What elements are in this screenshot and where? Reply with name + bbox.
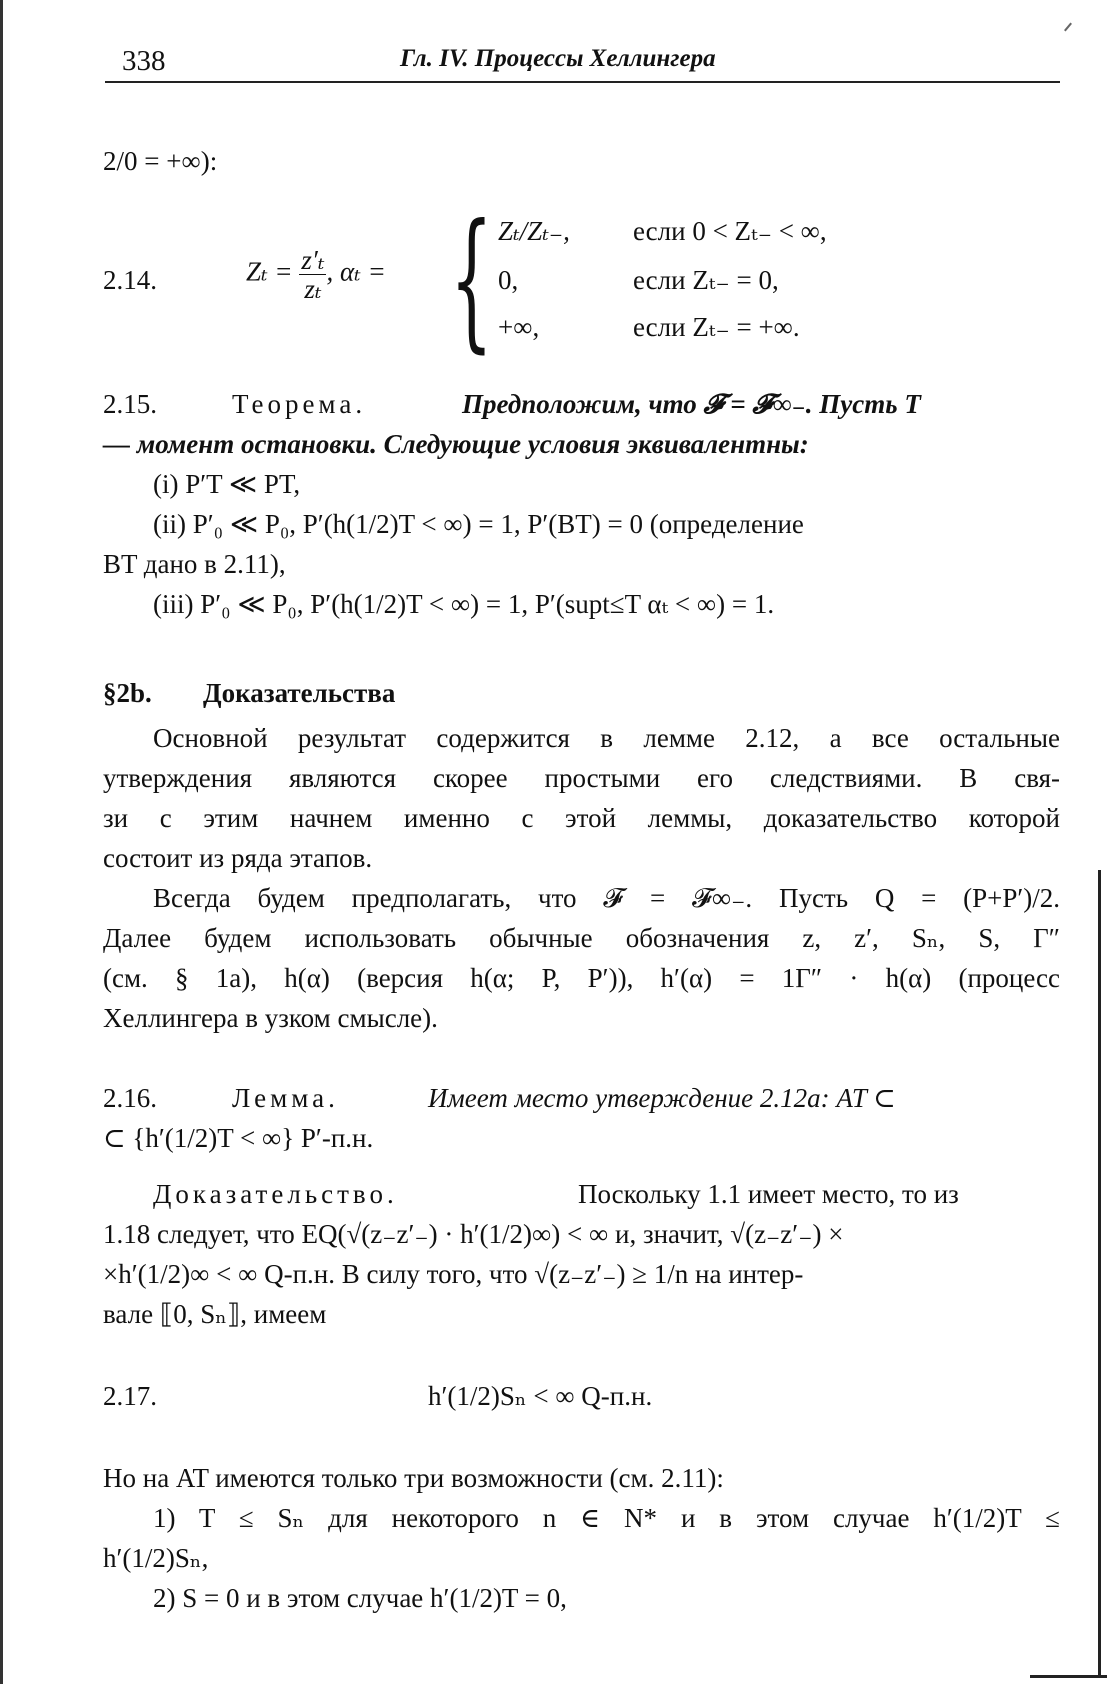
eq-2-14-frac-num: z′ₜ bbox=[301, 245, 325, 275]
proof-line-1: Поскольку 1.1 имеет место, то из bbox=[578, 1179, 959, 1209]
paragraph-2-line-4: Хеллингера в узком смысле). bbox=[103, 1003, 438, 1033]
proof-label: Доказательство. bbox=[153, 1179, 398, 1209]
eq-2-14-case2-value: 0, bbox=[498, 265, 519, 295]
section-number: §2b. bbox=[103, 678, 152, 708]
proof-line-3: ×h′(1/2)∞ < ∞ Q-п.н. В силу того, что √(z₋z′₋) ≥ 1/n на интер- bbox=[103, 1259, 804, 1289]
scan-right-edge bbox=[1098, 870, 1101, 1675]
paragraph-1-line-2: утверждения являются скорее простыми его следствиями. В свя- bbox=[103, 763, 1060, 793]
theorem-item-i: (i) P′T ≪ PT, bbox=[153, 469, 301, 499]
paragraph-1-line-4: состоит из ряда этапов. bbox=[103, 843, 373, 873]
lemma-line-2: ⊂ {h′(1/2)T < ∞} P′-п.н. bbox=[103, 1123, 374, 1153]
theorem-label: Теорема. bbox=[232, 389, 367, 419]
theorem-item-ii: (ii) P′₀ ≪ P₀, P′(h(1/2)T < ∞) = 1, P′(BT) = 0 (определение bbox=[153, 509, 804, 539]
lemma-line-1: Имеет место утверждение 2.12а: AT ⊂ bbox=[428, 1083, 896, 1113]
eq-2-14-number: 2.14. bbox=[103, 265, 157, 295]
theorem-line-2: — момент остановки. Следующие условия эквивалентны: bbox=[103, 429, 809, 459]
page-header bbox=[122, 45, 1060, 79]
proof-line-4: вале ⟦0, Sₙ⟧, имеем bbox=[103, 1299, 327, 1329]
tail-line-2: 1) T ≤ Sₙ для некоторого n ∈ N* и в этом случае h′(1/2)T ≤ bbox=[153, 1503, 1060, 1533]
theorem-item-iii: (iii) P′₀ ≪ P₀, P′(h(1/2)T < ∞) = 1, P′(supt≤T αₜ < ∞) = 1. bbox=[153, 589, 775, 619]
tail-line-3: h′(1/2)Sₙ, bbox=[103, 1543, 209, 1573]
eq-2-14-fraction bbox=[299, 246, 326, 303]
paragraph-1-line-1: Основной результат содержится в лемме 2.12, а все остальные bbox=[153, 723, 1060, 753]
eq-2-14-case1-value: Zₜ/Zₜ₋, bbox=[498, 216, 570, 246]
paragraph-2-line-3: (см. § 1a), h(α) (версия h(α; P, P′)), h′(α) = 1Γ″ · h(α) (процесс bbox=[103, 963, 1060, 993]
eq-2-14-lhs bbox=[246, 246, 386, 303]
scan-bottom-edge bbox=[1030, 1675, 1107, 1678]
theorem-item-ii-cont: BT дано в 2.11), bbox=[103, 549, 286, 579]
scan-left-edge bbox=[0, 0, 3, 1684]
eq-2-14-z: Zₜ = bbox=[246, 256, 293, 287]
eq-2-17-formula: h′(1/2)Sₙ < ∞ Q-п.н. bbox=[428, 1381, 653, 1411]
eq-2-14-frac-den: zₜ bbox=[304, 274, 322, 304]
cases-brace: { bbox=[450, 193, 493, 367]
header-rule bbox=[105, 81, 1060, 83]
theorem-number: 2.15. bbox=[103, 389, 157, 419]
tail-line-1: Но на AT имеются только три возможности (см. 2.11): bbox=[103, 1463, 724, 1493]
eq-2-14-case3-condition: если Zₜ₋ = +∞. bbox=[633, 312, 800, 342]
paragraph-2-line-2: Далее будем использовать обычные обозначения z, z′, Sₙ, S, Γ″ bbox=[103, 923, 1060, 953]
proof-line-2: 1.18 следует, что EQ(√(z₋z′₋) · h′(1/2)∞) < ∞ и, значит, √(z₋z′₋) × bbox=[103, 1219, 844, 1249]
eq-2-14-case3-value: +∞, bbox=[498, 312, 540, 342]
eq-2-14-case1-condition: если 0 < Zₜ₋ < ∞, bbox=[633, 216, 827, 246]
section-title: Доказательства bbox=[203, 678, 396, 708]
paragraph-1-line-3: зи с этим начнем именно с этой леммы, доказательство которой bbox=[103, 803, 1060, 833]
paragraph-2-line-1: Всегда будем предполагать, что 𝓕 = 𝓕∞₋. Пусть Q = (P+P′)/2. bbox=[153, 883, 1060, 913]
theorem-line-1: Предположим, что 𝓕 = 𝓕∞₋. Пусть T bbox=[462, 389, 921, 419]
scan-speck bbox=[1064, 23, 1072, 32]
eq-2-14-alpha: , αₜ = bbox=[326, 256, 386, 287]
page-number: 338 bbox=[122, 45, 166, 77]
intro-line: 2/0 = +∞): bbox=[103, 146, 218, 176]
running-head: Гл. IV. Процессы Хеллингера bbox=[400, 45, 716, 72]
tail-line-4: 2) S = 0 и в этом случае h′(1/2)T = 0, bbox=[153, 1583, 567, 1613]
lemma-label: Лемма. bbox=[232, 1083, 339, 1113]
eq-2-14-case2-condition: если Zₜ₋ = 0, bbox=[633, 265, 779, 295]
lemma-number: 2.16. bbox=[103, 1083, 157, 1113]
eq-2-17-number: 2.17. bbox=[103, 1381, 157, 1411]
